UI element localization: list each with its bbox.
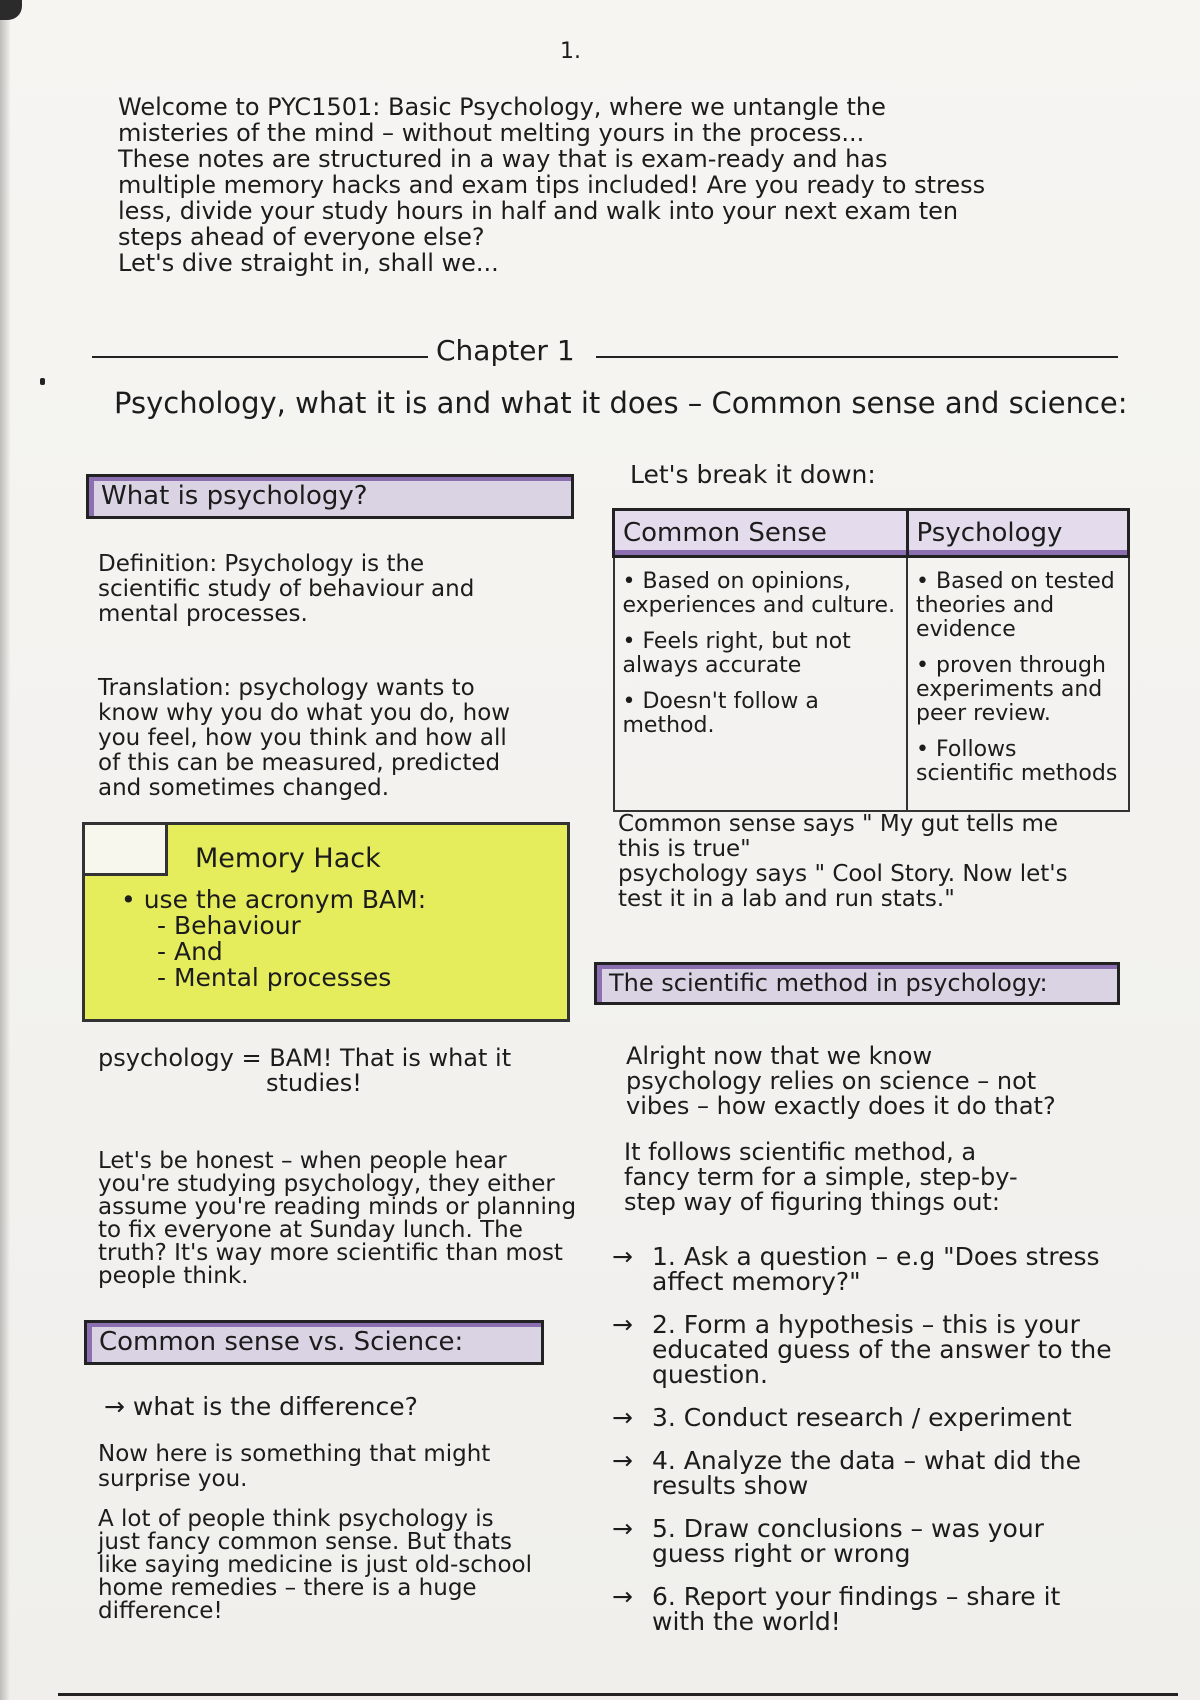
intro-line: less, divide your study hours in half and walk into your next exam ten (118, 197, 959, 225)
quote-line: Common sense says " My gut tells me (618, 811, 1058, 837)
memory-hack-title: Memory Hack (195, 843, 381, 874)
follows-block (624, 1140, 1018, 1215)
honest-line: you're studying psychology, they either (98, 1171, 555, 1197)
translation-line: Translation: psychology wants to (98, 675, 475, 701)
intro-line: These notes are structured in a way that is exam-ready and has (118, 145, 888, 173)
method-steps-list (612, 1244, 1112, 1652)
honest-block (98, 1150, 576, 1288)
method-step (612, 1244, 1112, 1294)
intro-paragraph (118, 94, 1038, 276)
bam-line: studies! (266, 1069, 362, 1097)
memory-hack-box (82, 822, 570, 1022)
honest-line: people think. (98, 1263, 249, 1289)
lot-line: A lot of people think psychology is (98, 1506, 494, 1532)
chapter-subtitle: Psychology, what it is and what it does – Common sense and science: (114, 386, 1128, 420)
honest-line: assume you're reading minds or planning (98, 1194, 577, 1220)
comparison-body-row (614, 557, 1129, 812)
arrow-icon: → (612, 1403, 633, 1432)
definition-line: Definition: Psychology is the (98, 551, 425, 577)
memory-hack-tab (85, 825, 168, 876)
method-step (612, 1312, 1112, 1387)
psychology-item: • proven through experiments and peer review. (916, 653, 1106, 726)
common-sense-item: • Based on opinions, experiences and culture. (622, 569, 896, 618)
method-step-text: 5. Draw conclusions – was your guess right or wrong (652, 1514, 1044, 1568)
lot-of-people-block (98, 1508, 532, 1623)
lot-line: like saying medicine is just old-school (98, 1552, 532, 1578)
intro-line: multiple memory hacks and exam tips included! Are you ready to stress (118, 171, 986, 199)
method-step-text: 3. Conduct research / experiment (652, 1403, 1072, 1432)
alright-line: vibes – how exactly does it do that? (626, 1092, 1056, 1120)
method-step (612, 1405, 1112, 1430)
break-down-heading: Let's break it down: (630, 460, 876, 489)
common-sense-header: Common Sense (614, 510, 908, 557)
surprise-block (98, 1442, 490, 1492)
translation-block (98, 676, 510, 801)
method-step-text: 6. Report your findings – share it with the world! (652, 1582, 1061, 1636)
memory-hack-item: - Behaviour (157, 911, 301, 940)
definition-block (98, 552, 474, 627)
chapter-rule-left (92, 356, 428, 358)
page-edge-shadow (0, 0, 10, 1700)
common-sense-cell (614, 557, 908, 812)
honest-line: truth? It's way more scientific than most (98, 1240, 563, 1266)
arrow-icon: → (612, 1514, 633, 1543)
surprise-line: Now here is something that might (98, 1441, 491, 1467)
quote-line: this is true" (618, 836, 751, 862)
what-is-psychology-heading: What is psychology? (86, 474, 574, 519)
follows-line: It follows scientific method, a (624, 1138, 977, 1166)
page-number: 1. (560, 39, 581, 64)
follows-line: step way of figuring things out: (624, 1188, 1000, 1216)
intro-line: Let's dive straight in, shall we... (118, 249, 499, 277)
memory-hack-item: - Mental processes (157, 963, 392, 992)
psychology-cell (907, 557, 1128, 812)
comparison-table (612, 508, 1130, 812)
memory-hack-item: - And (157, 937, 223, 966)
psychology-header: Psychology (907, 510, 1128, 557)
lot-line: home remedies – there is a huge (98, 1575, 477, 1601)
memory-hack-bullet: • use the acronym BAM: (121, 885, 427, 914)
common-vs-science-heading: Common sense vs. Science: (84, 1320, 544, 1365)
comparison-header-row (614, 510, 1129, 557)
margin-dot (40, 378, 45, 385)
method-step-text: 1. Ask a question – e.g "Does stress affect memory?" (652, 1242, 1100, 1296)
intro-line: steps ahead of everyone else? (118, 223, 485, 251)
page-corner-mark (0, 0, 22, 20)
alright-line: Alright now that we know (626, 1042, 933, 1070)
alright-line: psychology relies on science – not (626, 1067, 1037, 1095)
bam-block (98, 1046, 511, 1096)
definition-line: scientific study of behaviour and (98, 576, 475, 602)
common-sense-item: • Feels right, but not always accurate (622, 629, 851, 678)
scientific-method-heading: The scientific method in psychology: (594, 962, 1120, 1005)
lot-line: difference! (98, 1598, 223, 1624)
method-step (612, 1448, 1112, 1498)
memory-hack-bullet-text: use the acronym BAM: (143, 885, 427, 914)
quote-line: psychology says " Cool Story. Now let's (618, 861, 1068, 887)
surprise-line: surprise you. (98, 1466, 248, 1492)
arrow-icon: → (612, 1582, 633, 1611)
intro-line: Welcome to PYC1501: Basic Psychology, where we untangle the (118, 93, 886, 121)
translation-line: you feel, how you think and how all (98, 725, 507, 751)
method-step-text: 4. Analyze the data – what did the results show (652, 1446, 1081, 1500)
chapter-rule-right (596, 356, 1118, 358)
honest-line: Let's be honest – when people hear (98, 1148, 507, 1174)
translation-line: of this can be measured, predicted (98, 750, 501, 776)
alright-block (626, 1044, 1056, 1119)
lot-line: just fancy common sense. But thats (98, 1529, 512, 1555)
arrow-icon: → (612, 1242, 633, 1271)
quote-line: test it in a lab and run stats." (618, 886, 955, 912)
arrow-icon: → (612, 1446, 633, 1475)
difference-question: → what is the difference? (104, 1392, 418, 1421)
psychology-item: • Based on tested theories and evidence (916, 569, 1115, 642)
intro-line: misteries of the mind – without melting yours in the process... (118, 119, 865, 147)
method-step (612, 1516, 1112, 1566)
page-bottom-rule (58, 1693, 1178, 1696)
arrow-icon: → (612, 1310, 633, 1339)
chapter-title: Chapter 1 (436, 334, 575, 367)
honest-line: to fix everyone at Sunday lunch. The (98, 1217, 523, 1243)
translation-line: know why you do what you do, how (98, 700, 511, 726)
psychology-item: • Follows scientific methods (916, 737, 1118, 786)
memory-hack-list (121, 887, 426, 991)
translation-line: and sometimes changed. (98, 775, 390, 801)
follows-line: fancy term for a simple, step-by- (624, 1163, 1018, 1191)
quote-block (618, 812, 1068, 912)
definition-line: mental processes. (98, 601, 308, 627)
method-step-text: 2. Form a hypothesis – this is your educated guess of the answer to the question. (652, 1310, 1112, 1389)
bam-line: psychology = BAM! That is what it (98, 1044, 512, 1072)
method-step (612, 1584, 1112, 1634)
common-sense-item: • Doesn't follow a method. (622, 689, 819, 738)
